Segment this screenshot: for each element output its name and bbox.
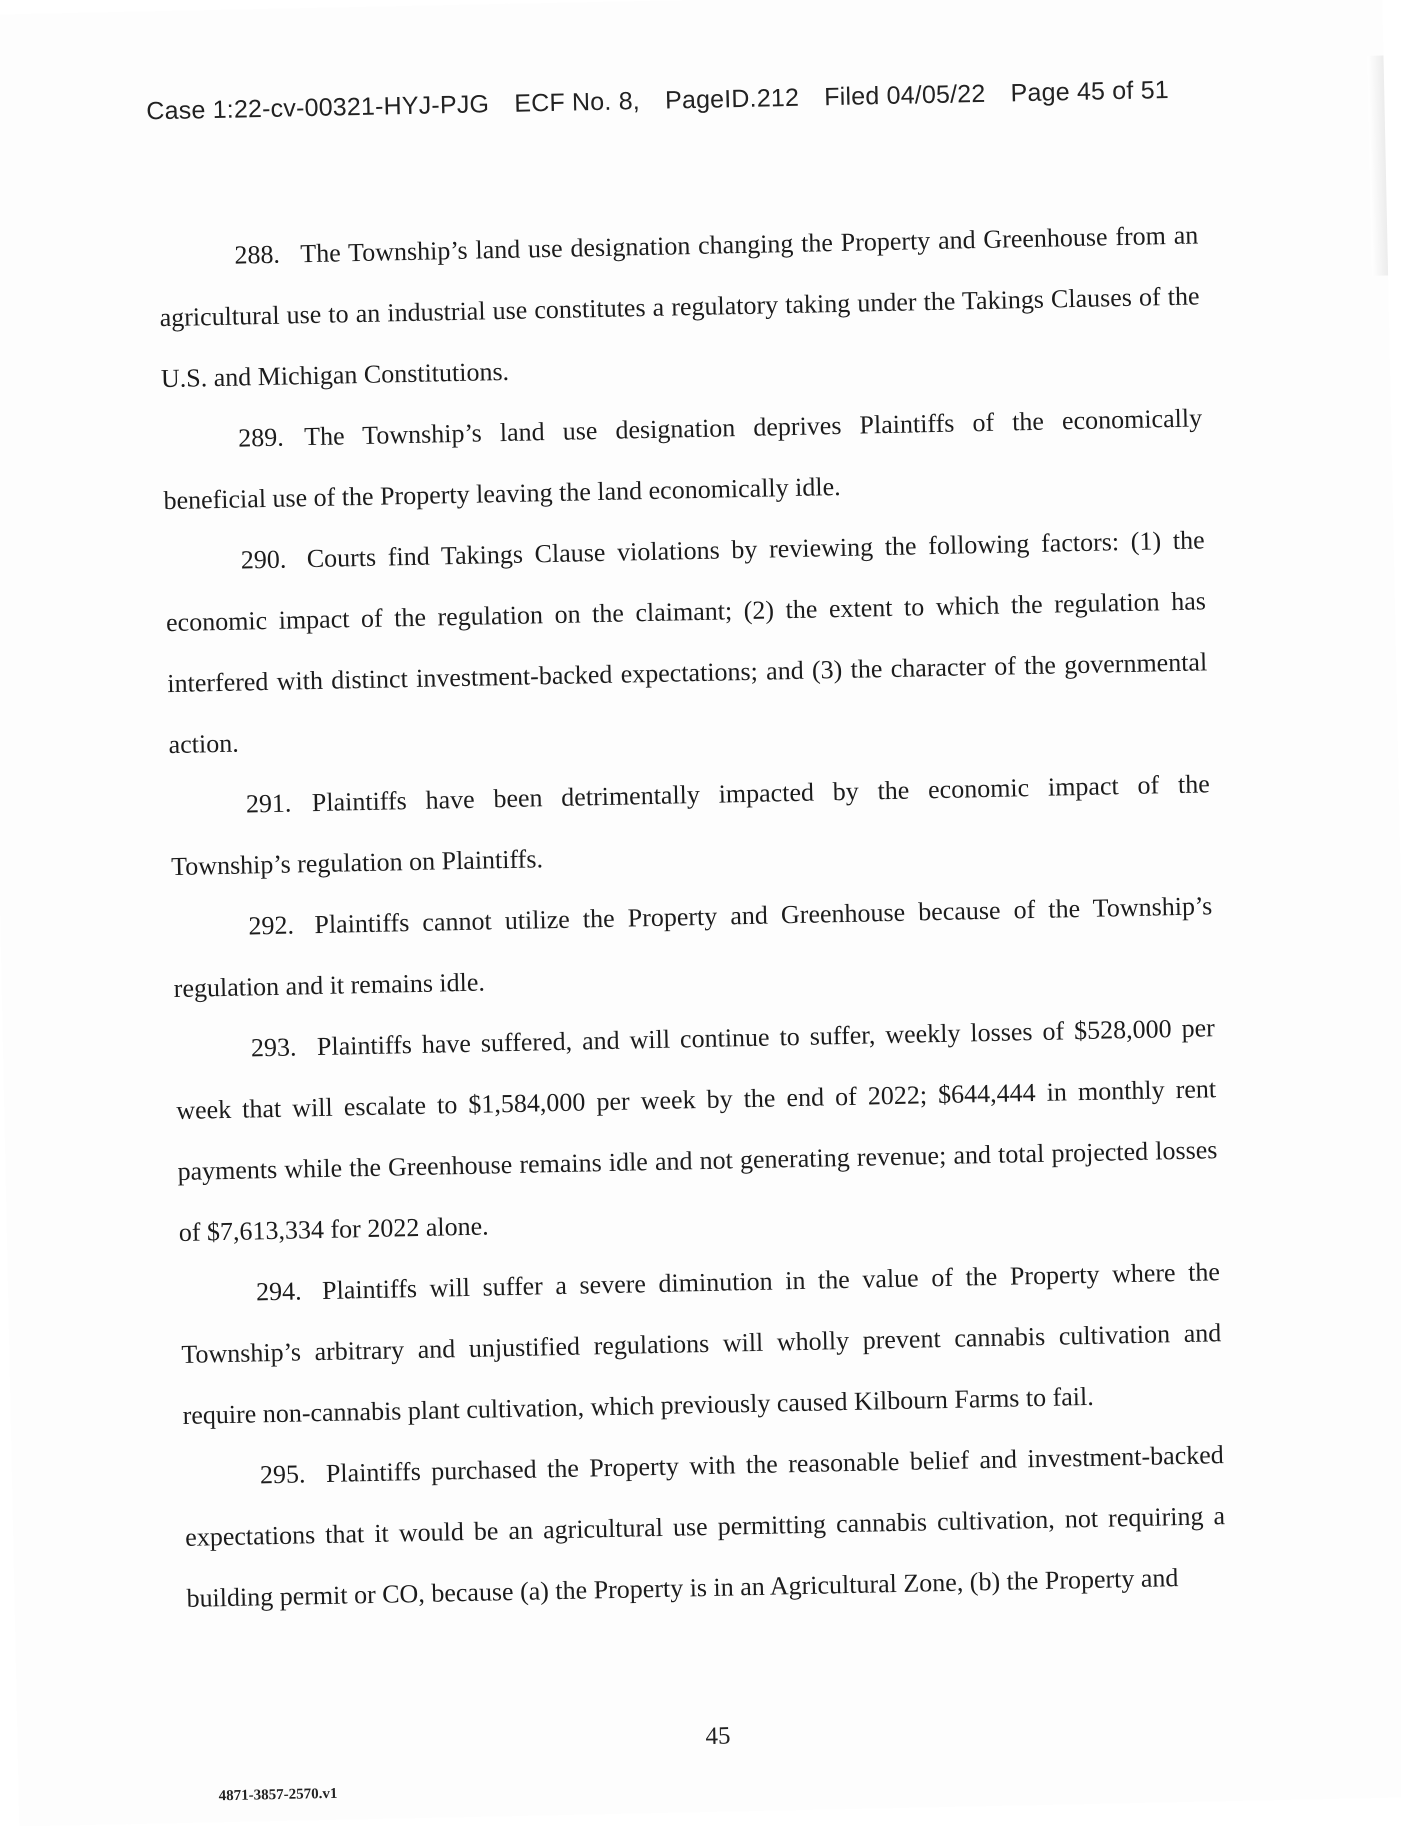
page-of-total: Page 45 of 51	[1010, 76, 1170, 108]
filed-date: Filed 04/05/22	[823, 79, 986, 112]
paragraph-text: Plaintiffs have been detrimentally impacted by the economic impact of the Township’s regulation on Plaintiffs.	[170, 769, 1210, 882]
paragraph-290	[164, 509, 1209, 775]
paragraph-292	[172, 875, 1214, 1019]
scan-edge-shadow	[1367, 56, 1388, 276]
paragraph-text: Plaintiffs will suffer a severe diminution in the value of the Property where the Township’s arbitrary and unjustified regulations will wholly prevent cannabis cultivation and require non-cannabis plant cultivation, which previously caused Kilbourn Farms to fail.	[181, 1257, 1222, 1430]
paragraph-number: 291.	[245, 788, 292, 819]
page-id: PageID.212	[664, 83, 800, 115]
paragraph-text: Plaintiffs purchased the Property with the reasonable belief and investment-backed expectations that it would be an agricultural use permitting cannabis cultivation, not requiring a building permit or CO, because (a) the Property is in an Agricultural Zone, (b) the Property and	[184, 1440, 1226, 1613]
paragraph-288	[158, 204, 1202, 409]
paragraph-number: 290.	[240, 544, 287, 575]
case-number: Case 1:22-cv-00321-HYJ-PJG	[146, 90, 490, 126]
paragraph-number: 294.	[255, 1276, 302, 1307]
document-id: 4871-3857-2570.v1	[218, 1785, 338, 1805]
paragraph-number: 288.	[234, 239, 281, 270]
paragraph-text: Plaintiffs have suffered, and will continue to suffer, weekly losses of $528,000 per week that will escalate to $1,584,000 per week by the end of 2022; $644,444 in monthly rent payments while the Greenhouse remains idle and not generating revenue; and total projected losses of $7,613,334 for 2022 alone.	[175, 1013, 1218, 1247]
paragraph-number: 293.	[250, 1032, 297, 1063]
paragraph-289	[162, 387, 1204, 531]
paragraph-text: Plaintiffs cannot utilize the Property and Greenhouse because of the Township’s regulation and it remains idle.	[173, 891, 1213, 1004]
document-body	[158, 204, 1227, 1628]
case-header	[146, 76, 1169, 126]
paragraph-text: The Township’s land use designation deprives Plaintiffs of the economically beneficial use of the Property leaving the land economically idle.	[163, 403, 1203, 516]
ecf-number: ECF No. 8,	[513, 87, 641, 118]
paragraph-291	[169, 753, 1211, 897]
paragraph-number: 295.	[259, 1459, 306, 1490]
paragraph-text: Courts find Takings Clause violations by reviewing the following factors: (1) the economic impact of the regulation on the claimant; (2) the extent to which the regulation has interfered with distinct investment-backed expectations; and (3) the character of the governmental action.	[165, 525, 1208, 760]
paragraph-294	[179, 1241, 1223, 1446]
paragraph-text: The Township’s land use designation changing the Property and Greenhouse from an agricultural use to an industrial use constitutes a regulatory taking under the Takings Clauses of the U.S. and Michigan Constitutions.	[159, 220, 1200, 394]
paragraph-number: 289.	[237, 422, 285, 453]
paragraph-295	[183, 1424, 1227, 1629]
page-number: 45	[705, 1722, 731, 1751]
paragraph-number: 292.	[248, 910, 295, 941]
paragraph-293	[174, 997, 1219, 1263]
